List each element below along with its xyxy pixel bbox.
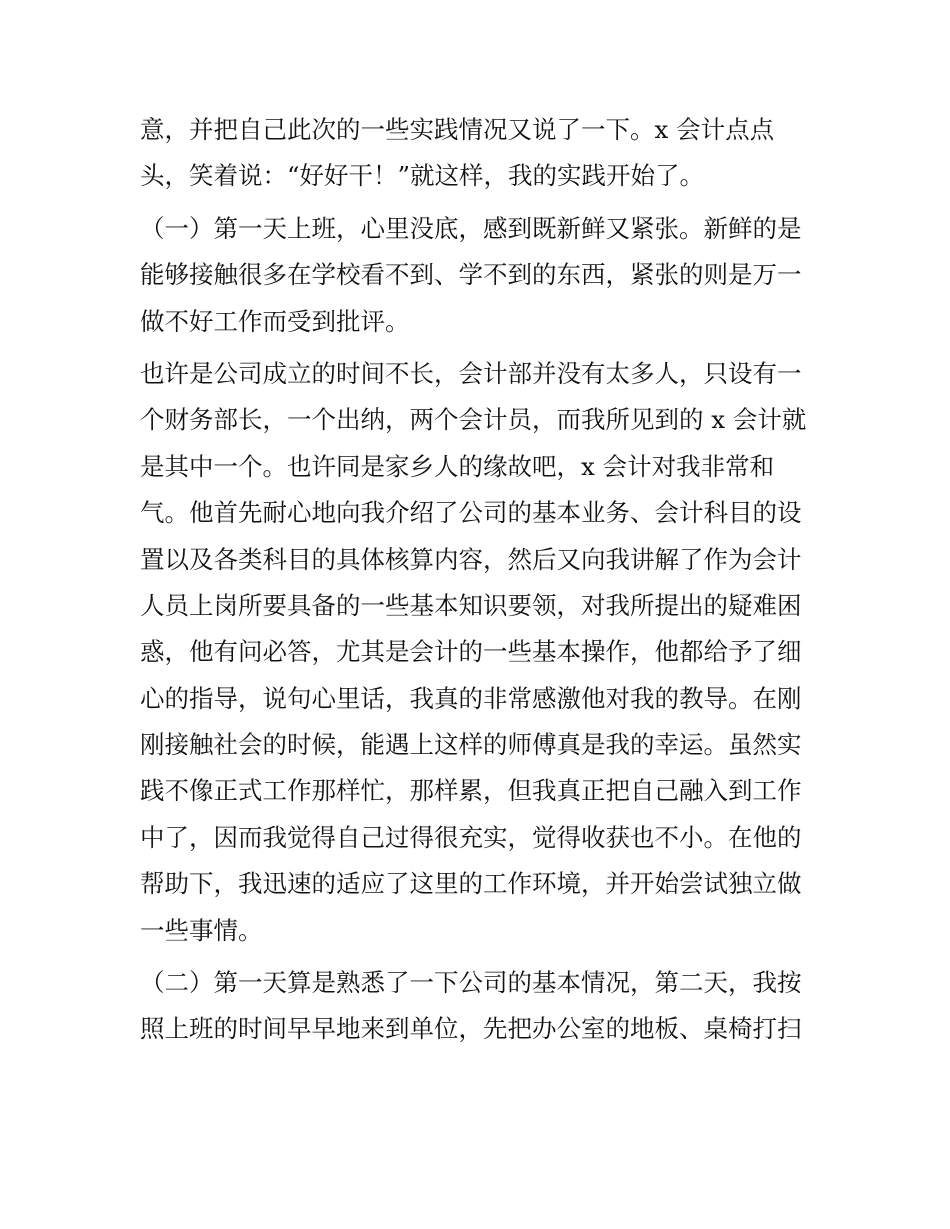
- text-line: 头，笑着说：“好好干！”就这样，我的实践开始了。: [140, 161, 705, 191]
- text-line: 做不好工作而受到批评。: [140, 306, 410, 336]
- text-line: 个财务部长，一个出纳，两个会计员，而我所见到的 x 会计就: [140, 405, 807, 435]
- text-line: 一些事情。: [140, 915, 263, 945]
- text-line: 能够接触很多在学校看不到、学不到的东西，紧张的则是万一: [140, 260, 802, 290]
- text-line: 是其中一个。也许同是家乡人的缘故吧，x 会计对我非常和: [140, 451, 775, 481]
- text-line: 人员上岗所要具备的一些基本知识要领，对我所提出的疑难困: [140, 590, 802, 620]
- text-line: 心的指导，说句心里话，我真的非常感激他对我的教导。在刚: [140, 683, 802, 713]
- text-line: （二）第一天算是熟悉了一下公司的基本情况，第二天，我按: [140, 968, 802, 998]
- body-text: [140, 107, 830, 1053]
- text-line: 刚接触社会的时候，能遇上这样的师傅真是我的幸运。虽然实: [140, 730, 802, 760]
- text-line: 照上班的时间早早地来到单位，先把办公室的地板、桌椅打扫: [140, 1014, 802, 1044]
- text-line: 践不像正式工作那样忙，那样累，但我真正把自己融入到工作: [140, 776, 802, 806]
- text-line: 惑，他有问必答，尤其是会计的一些基本操作，他都给予了细: [140, 637, 802, 667]
- text-line: （一）第一天上班，心里没底，感到既新鲜又紧张。新鲜的是: [140, 213, 802, 243]
- text-line: 帮助下，我迅速的适应了这里的工作环境，并开始尝试独立做: [140, 869, 802, 899]
- text-line: 意，并把自己此次的一些实践情况又说了一下。x 会计点点: [140, 115, 775, 144]
- text-line: 也许是公司成立的时间不长，会计部并没有太多人，只设有一: [140, 358, 802, 388]
- text-line: 置以及各类科目的具体核算内容，然后又向我讲解了作为会计: [140, 544, 802, 574]
- text-line: 中了，因而我觉得自己过得很充实，觉得收获也不小。在他的: [140, 822, 802, 852]
- text-line: 气。他首先耐心地向我介绍了公司的基本业务、会计科目的设: [140, 498, 802, 528]
